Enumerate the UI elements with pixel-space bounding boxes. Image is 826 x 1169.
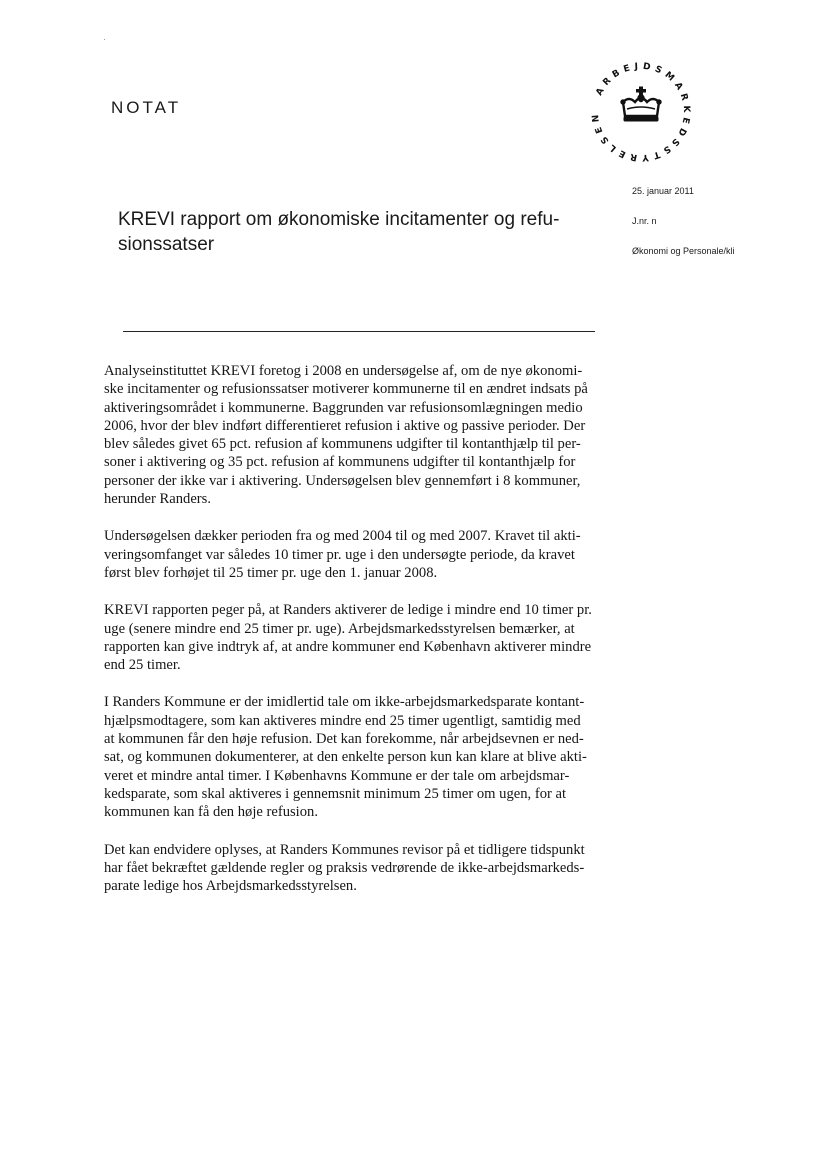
paragraph-findings	[104, 601, 604, 674]
text-line: rapporten kan give indtryk af, at andre kommuner end København aktiverer mindre	[104, 638, 592, 655]
seal-lettering: ARBEJDSMARKEDSSTYRELSEN	[590, 61, 692, 163]
text-line: aktiveringsområdet i kommunerne. Baggrunden var refusionsomlægningen medio	[104, 399, 583, 416]
text-line: end 25 timer.	[104, 657, 181, 674]
text-line: blev således givet 65 pct. refusion af kommunens udgifter til kontanthjælp til per-	[104, 436, 581, 453]
text-line: KREVI rapporten peger på, at Randers aktiverer de ledige i mindre end 10 timer pr.	[104, 602, 592, 619]
title-divider	[123, 331, 595, 332]
text-line: Det kan endvidere oplyses, at Randers Kommunes revisor på et tidligere tidspunkt	[104, 841, 585, 858]
text-line: veret et mindre antal timer. I Københavns Kommune er der tale om arbejdsmar-	[104, 767, 570, 784]
text-line: 2006, hvor der blev indført differentieret refusion i aktive og passive perioder. Der	[104, 417, 586, 434]
crown-seal-logo	[585, 56, 697, 168]
journal-number: J.nr. n	[632, 216, 657, 226]
text-line: I Randers Kommune er der imidlertid tale om ikke-arbejdsmarkedsparate kontant-	[104, 694, 585, 711]
crown-icon	[621, 87, 661, 121]
paragraph-period	[104, 527, 604, 582]
paragraph-audit	[104, 841, 604, 896]
text-line: herunder Randers.	[104, 491, 211, 508]
svg-text:ARBEJDSMARKEDSSTYRELSEN	[591, 62, 691, 163]
text-line: personer der ikke var i aktivering. Undersøgelsen blev gennemført i 8 kommuner,	[104, 472, 581, 489]
text-line: sat, og kommunen dokumenterer, at den enkelte person kun kan klare at blive akti-	[104, 749, 587, 766]
text-line: uge (senere mindre end 25 timer pr. uge). Arbejdsmarkedsstyrelsen bemærker, at	[104, 620, 575, 637]
text-line: har fået bekræftet gældende regler og praksis vedrørende de ikke-arbejdsmarkeds-	[104, 859, 585, 876]
scan-speck	[104, 39, 105, 40]
text-line: ske incitamenter og refusionssatser motiverer kommunerne til en ændret indsats på	[104, 381, 588, 398]
title-line-1: KREVI rapport om økonomiske incitamenter og refu-	[118, 209, 560, 230]
title-line-2: sionssatser	[118, 234, 215, 255]
text-line: parate ledige hos Arbejdsmarkedsstyrelsen.	[104, 878, 357, 895]
memo-body	[104, 362, 604, 914]
text-line: Undersøgelsen dækker perioden fra og med 2004 til og med 2007. Kravet til akti-	[104, 528, 581, 545]
paragraph-background	[104, 362, 604, 508]
document-type-heading: NOTAT	[111, 98, 182, 117]
text-line: Analyseinstituttet KREVI foretog i 2008 en undersøgelse af, om de nye økonomi-	[104, 363, 583, 379]
text-line: først blev forhøjet til 25 timer pr. uge den 1. januar 2008.	[104, 564, 438, 581]
memo-date: 25. januar 2011	[632, 186, 694, 196]
department-initials: Økonomi og Personale/kli	[632, 246, 735, 256]
text-line: kommunen kan få den høje refusion.	[104, 804, 318, 821]
text-line: veringsomfanget var således 10 timer pr. uge i den undersøgte periode, da kravet	[104, 546, 575, 563]
text-line: at kommunen får den høje refusion. Det kan forekomme, når arbejdsevnen er ned-	[104, 731, 584, 748]
text-line: kedsparate, som skal aktiveres i gennemsnit minimum 25 timer om ugen, for at	[104, 785, 567, 802]
text-line: soner i aktivering og 35 pct. refusion af kommunens udgifter til kontanthjælp for	[104, 454, 576, 471]
paragraph-randers	[104, 693, 604, 821]
memo-title	[118, 207, 608, 257]
text-line: hjælpsmodtagere, som kan aktiveres mindre end 25 timer ugentligt, samtidig med	[104, 712, 581, 729]
